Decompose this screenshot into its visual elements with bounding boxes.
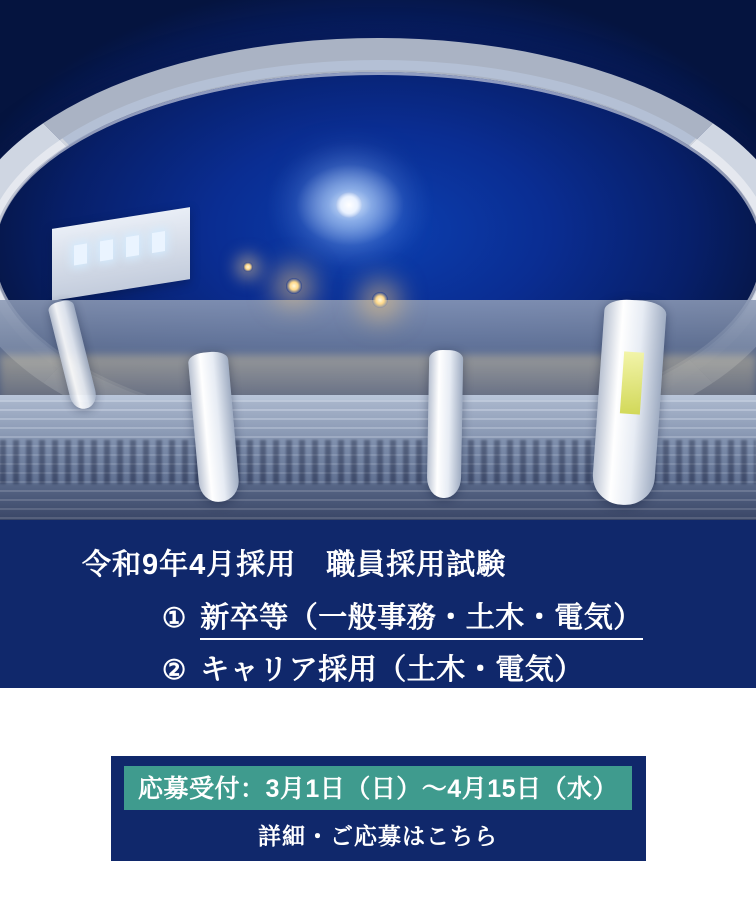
press-box-window <box>100 239 113 261</box>
headline-band <box>0 520 756 688</box>
apply-link-label[interactable]: 詳細・ご応募はこちら <box>258 823 498 849</box>
press-box-window <box>126 235 139 257</box>
page-title: 令和9年4月採用 職員採用試験 <box>82 549 507 581</box>
list-item <box>162 595 726 640</box>
list-item-label: 新卒等（一般事務・土木・電気） <box>200 595 643 640</box>
list-item-label: キャリア採用（土木・電気） <box>200 647 584 692</box>
floodlight-icon <box>286 278 302 294</box>
exam-category-list <box>30 595 726 692</box>
list-item-number: ② <box>162 655 187 685</box>
list-item <box>162 647 726 692</box>
floodlight-icon <box>372 292 388 308</box>
list-item-number: ① <box>162 603 187 633</box>
spacer <box>0 688 756 756</box>
cta-area <box>0 756 756 900</box>
press-box-window <box>152 231 165 253</box>
floodlight-icon <box>243 262 253 272</box>
support-column <box>427 350 464 499</box>
press-box-window <box>74 243 87 265</box>
apply-cta-button[interactable] <box>111 756 646 861</box>
application-period-badge: 応募受付：3月1日（日）〜4月15日（水） <box>124 766 632 810</box>
